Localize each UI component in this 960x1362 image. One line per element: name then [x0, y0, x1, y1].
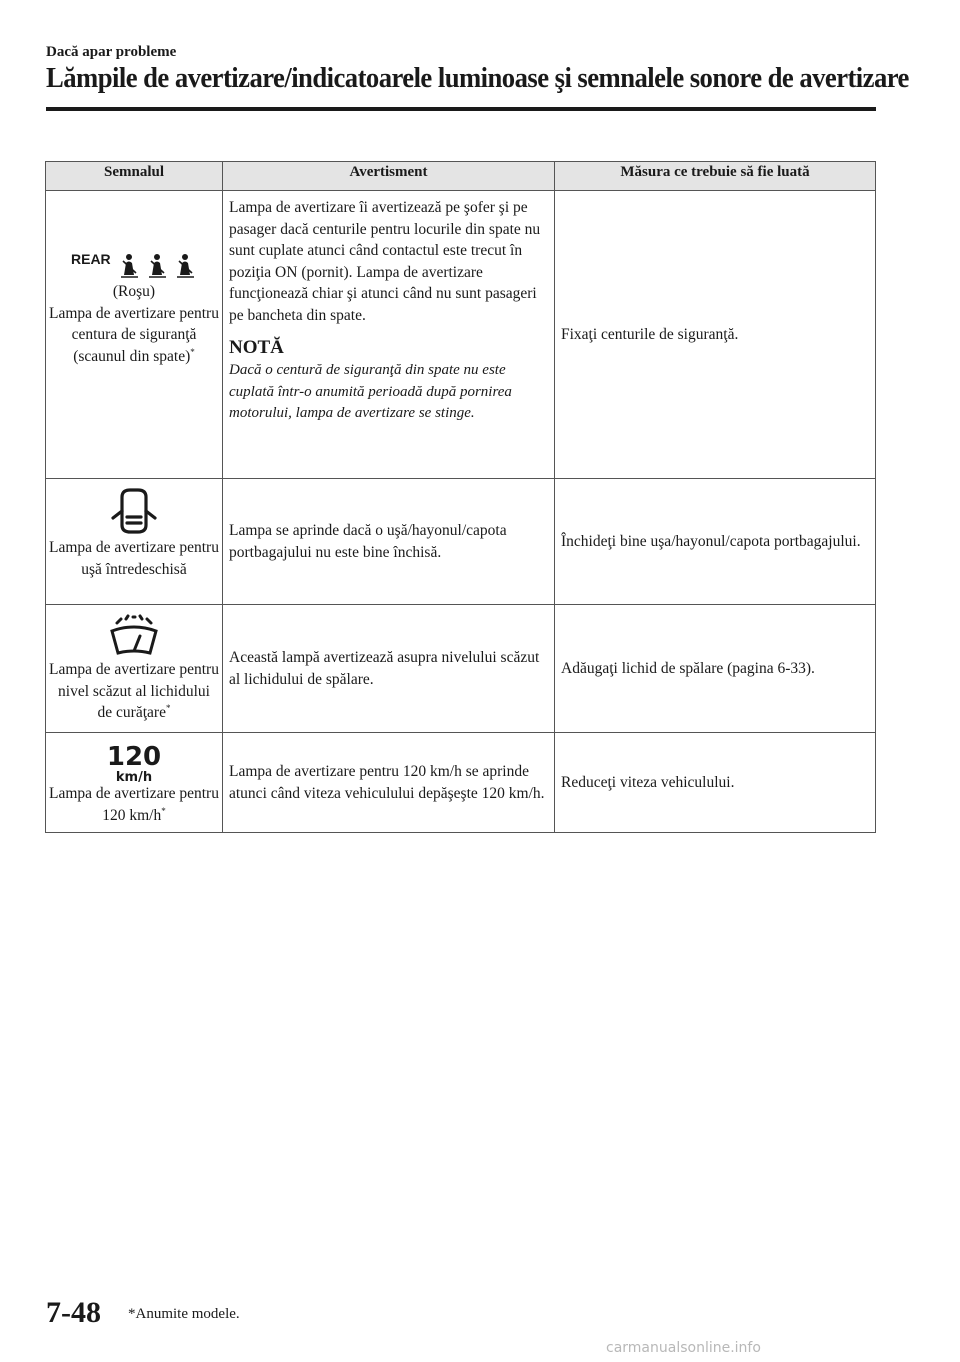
- warning-text: Lampa se aprinde dacă o uşă/hayonul/capota portbagajului nu este bine închisă.: [229, 522, 507, 561]
- door-ajar-icon: [49, 487, 219, 537]
- signal-cell: [46, 191, 223, 479]
- page-title: Lămpile de avertizare/indicatoarele luminoase şi semnalele sonore de avertizare: [46, 62, 909, 94]
- signal-label: Lampa de avertizare pentru 120 km/h*: [49, 785, 219, 824]
- rear-icon-text: REAR: [71, 251, 111, 267]
- table-row: [46, 191, 876, 479]
- page-number: 7-48: [46, 1296, 101, 1329]
- action-cell: [555, 191, 876, 479]
- action-cell: [555, 605, 876, 733]
- signal-cell: [46, 479, 223, 605]
- warning-cell: [223, 605, 555, 733]
- table-row: [46, 479, 876, 605]
- rear-seatbelt-icon: [49, 251, 219, 281]
- warning-table: [45, 161, 875, 833]
- warning-text: Această lampă avertizează asupra nivelului scăzut al lichidului de spălare.: [229, 649, 540, 688]
- action-text: Adăugaţi lichid de spălare (pagina 6-33).: [561, 659, 815, 677]
- signal-cell: [46, 733, 223, 833]
- washer-fluid-icon: [49, 613, 219, 659]
- action-text: Fixaţi centurile de siguranţă.: [561, 325, 739, 343]
- table-row: [46, 733, 876, 833]
- speed-icon-number: 120: [106, 742, 162, 772]
- signal-color-note: (Roşu): [112, 283, 156, 300]
- warning-cell: [223, 479, 555, 605]
- signal-label: Lampa de avertizare pentru nivel scăzut al lichidului de curăţare*: [49, 661, 219, 721]
- action-cell: [555, 733, 876, 833]
- action-text: Reduceţi viteza vehiculului.: [561, 773, 735, 791]
- note-text: Dacă o centură de siguranţă din spate nu este cuplată într-o anumită perioadă după pornirea motorului, lampa de avertizare se stinge.: [229, 362, 512, 421]
- note-title: NOTĂ: [229, 337, 284, 358]
- table-row: [46, 605, 876, 733]
- warning-text: Lampa de avertizare pentru 120 km/h se aprinde atunci când viteza vehiculului depăşeşte 120 km/h.: [229, 763, 545, 802]
- signal-label: Lampa de avertizare pentru uşă întredeschisă: [49, 539, 219, 578]
- title-rule: [46, 107, 876, 111]
- warning-cell: [223, 191, 555, 479]
- signal-label: Lampa de avertizare pentru centura de siguranţă (scaunul din spate)*: [49, 304, 219, 365]
- column-header-signal: Semnalul: [46, 162, 223, 191]
- warning-text: Lampa de avertizare îi avertizează pe şofer şi pe pasager dacă centurile pentru locurile din spate nu sunt cuplate atunci când contactul este trecut în poziţia ON (pornit). Lampa de avertizare funcţionează chiar şi atunci când nu sunt pasageri pe bancheta din spate.: [229, 199, 541, 324]
- warning-cell: [223, 733, 555, 833]
- watermark: carmanualsonline.info: [606, 1340, 761, 1356]
- column-header-action: Măsura ce trebuie să fie luată: [555, 162, 876, 191]
- footnote: *Anumite modele.: [128, 1306, 240, 1322]
- section-label: Dacă apar probleme: [46, 44, 177, 60]
- speed-icon-unit: km/h: [115, 770, 153, 785]
- signal-cell: [46, 605, 223, 733]
- table-header-row: [46, 162, 876, 191]
- speed-120-icon: [49, 741, 219, 783]
- column-header-warning: Avertisment: [223, 162, 555, 191]
- action-cell: [555, 479, 876, 605]
- action-text: Închideţi bine uşa/hayonul/capota portbagajului.: [561, 532, 861, 550]
